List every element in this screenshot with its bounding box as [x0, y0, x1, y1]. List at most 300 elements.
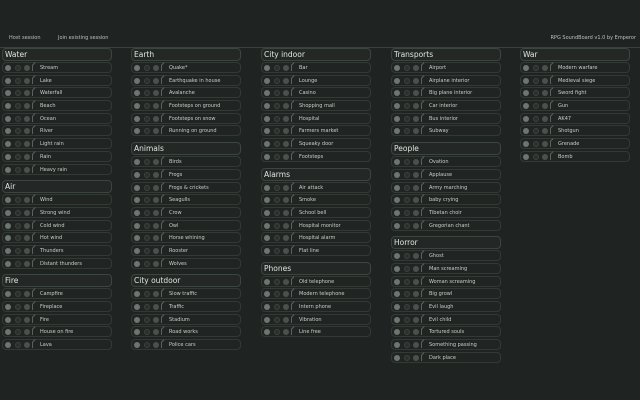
volume-slider[interactable]: [291, 317, 292, 323]
loop-icon[interactable]: [274, 78, 280, 84]
sound-medieval-siege[interactable]: [520, 75, 630, 86]
play-icon[interactable]: [264, 304, 270, 310]
play-icon[interactable]: [394, 355, 400, 361]
sound-subway[interactable]: [391, 125, 501, 136]
sound-grenade[interactable]: [520, 138, 630, 149]
play-icon[interactable]: [134, 317, 140, 323]
volume-icon[interactable]: [542, 78, 548, 84]
volume-slider[interactable]: [421, 116, 422, 122]
sound-bar[interactable]: [261, 62, 371, 73]
sound-modern-telephone[interactable]: [261, 288, 371, 299]
volume-icon[interactable]: [153, 329, 159, 335]
sound-flat-line[interactable]: [261, 245, 371, 256]
volume-icon[interactable]: [153, 90, 159, 96]
volume-slider[interactable]: [32, 90, 33, 96]
volume-slider[interactable]: [421, 197, 422, 203]
loop-icon[interactable]: [144, 304, 150, 310]
loop-icon[interactable]: [404, 355, 410, 361]
volume-icon[interactable]: [283, 128, 289, 134]
loop-icon[interactable]: [15, 197, 21, 203]
volume-icon[interactable]: [283, 223, 289, 229]
loop-icon[interactable]: [274, 210, 280, 216]
play-icon[interactable]: [5, 261, 11, 267]
play-icon[interactable]: [5, 103, 11, 109]
volume-icon[interactable]: [542, 141, 548, 147]
play-icon[interactable]: [264, 329, 270, 335]
volume-slider[interactable]: [291, 329, 292, 335]
loop-icon[interactable]: [15, 116, 21, 122]
sound-owl[interactable]: [131, 220, 241, 231]
loop-icon[interactable]: [144, 90, 150, 96]
sound-cold-wind[interactable]: [2, 220, 112, 231]
volume-icon[interactable]: [24, 248, 30, 254]
loop-icon[interactable]: [404, 116, 410, 122]
volume-slider[interactable]: [161, 248, 162, 254]
sound-vibration[interactable]: [261, 314, 371, 325]
play-icon[interactable]: [134, 329, 140, 335]
volume-icon[interactable]: [413, 210, 419, 216]
host-session-button[interactable]: Host session: [9, 35, 41, 41]
play-icon[interactable]: [134, 197, 140, 203]
volume-slider[interactable]: [421, 317, 422, 323]
play-icon[interactable]: [5, 304, 11, 310]
sound-hospital[interactable]: [261, 113, 371, 124]
loop-icon[interactable]: [144, 317, 150, 323]
play-icon[interactable]: [134, 223, 140, 229]
volume-icon[interactable]: [413, 266, 419, 272]
volume-slider[interactable]: [32, 141, 33, 147]
volume-icon[interactable]: [413, 304, 419, 310]
sound-footsteps-on-ground[interactable]: [131, 100, 241, 111]
volume-slider[interactable]: [421, 65, 422, 71]
loop-icon[interactable]: [533, 154, 539, 160]
sound-waterfall[interactable]: [2, 87, 112, 98]
loop-icon[interactable]: [15, 248, 21, 254]
play-icon[interactable]: [523, 90, 529, 96]
sound-thunders[interactable]: [2, 245, 112, 256]
volume-slider[interactable]: [32, 154, 33, 160]
loop-icon[interactable]: [15, 304, 21, 310]
loop-icon[interactable]: [404, 279, 410, 285]
loop-icon[interactable]: [404, 128, 410, 134]
volume-icon[interactable]: [24, 128, 30, 134]
volume-icon[interactable]: [24, 235, 30, 241]
volume-icon[interactable]: [542, 103, 548, 109]
play-icon[interactable]: [5, 154, 11, 160]
sound-rain[interactable]: [2, 151, 112, 162]
play-icon[interactable]: [264, 185, 270, 191]
volume-slider[interactable]: [421, 329, 422, 335]
volume-slider[interactable]: [161, 78, 162, 84]
play-icon[interactable]: [264, 78, 270, 84]
sound-baby-crying[interactable]: [391, 194, 501, 205]
play-icon[interactable]: [5, 342, 11, 348]
volume-icon[interactable]: [283, 291, 289, 297]
play-icon[interactable]: [394, 210, 400, 216]
play-icon[interactable]: [134, 291, 140, 297]
play-icon[interactable]: [5, 197, 11, 203]
volume-slider[interactable]: [161, 116, 162, 122]
loop-icon[interactable]: [404, 223, 410, 229]
volume-slider[interactable]: [291, 116, 292, 122]
volume-icon[interactable]: [153, 116, 159, 122]
loop-icon[interactable]: [15, 223, 21, 229]
volume-slider[interactable]: [421, 210, 422, 216]
play-icon[interactable]: [264, 128, 270, 134]
volume-slider[interactable]: [550, 154, 551, 160]
loop-icon[interactable]: [144, 197, 150, 203]
volume-icon[interactable]: [542, 90, 548, 96]
sound-frogs-crickets[interactable]: [131, 182, 241, 193]
volume-icon[interactable]: [283, 185, 289, 191]
volume-icon[interactable]: [283, 141, 289, 147]
play-icon[interactable]: [394, 116, 400, 122]
loop-icon[interactable]: [15, 235, 21, 241]
volume-icon[interactable]: [542, 154, 548, 160]
loop-icon[interactable]: [144, 261, 150, 267]
volume-slider[interactable]: [550, 141, 551, 147]
loop-icon[interactable]: [404, 304, 410, 310]
volume-icon[interactable]: [153, 103, 159, 109]
volume-slider[interactable]: [421, 304, 422, 310]
sound-old-telephone[interactable]: [261, 276, 371, 287]
play-icon[interactable]: [523, 154, 529, 160]
volume-slider[interactable]: [291, 248, 292, 254]
play-icon[interactable]: [394, 291, 400, 297]
play-icon[interactable]: [523, 141, 529, 147]
loop-icon[interactable]: [533, 128, 539, 134]
volume-icon[interactable]: [413, 197, 419, 203]
sound-ovation[interactable]: [391, 156, 501, 167]
sound-heavy-rain[interactable]: [2, 164, 112, 175]
sound-lounge[interactable]: [261, 75, 371, 86]
play-icon[interactable]: [134, 103, 140, 109]
loop-icon[interactable]: [15, 261, 21, 267]
loop-icon[interactable]: [144, 223, 150, 229]
loop-icon[interactable]: [404, 197, 410, 203]
sound-shotgun[interactable]: [520, 125, 630, 136]
sound-evil-child[interactable]: [391, 314, 501, 325]
play-icon[interactable]: [5, 141, 11, 147]
loop-icon[interactable]: [144, 103, 150, 109]
volume-icon[interactable]: [153, 317, 159, 323]
play-icon[interactable]: [264, 317, 270, 323]
sound-fireplace[interactable]: [2, 301, 112, 312]
play-icon[interactable]: [5, 248, 11, 254]
sound-bus-interior[interactable]: [391, 113, 501, 124]
loop-icon[interactable]: [144, 159, 150, 165]
volume-icon[interactable]: [413, 342, 419, 348]
volume-slider[interactable]: [32, 167, 33, 173]
play-icon[interactable]: [394, 342, 400, 348]
sound-horse-whining[interactable]: [131, 232, 241, 243]
play-icon[interactable]: [264, 103, 270, 109]
volume-slider[interactable]: [291, 154, 292, 160]
join-session-button[interactable]: Join existing session: [58, 35, 109, 41]
play-icon[interactable]: [394, 197, 400, 203]
play-icon[interactable]: [134, 248, 140, 254]
play-icon[interactable]: [264, 210, 270, 216]
play-icon[interactable]: [134, 159, 140, 165]
play-icon[interactable]: [134, 65, 140, 71]
volume-slider[interactable]: [32, 116, 33, 122]
play-icon[interactable]: [134, 128, 140, 134]
loop-icon[interactable]: [274, 154, 280, 160]
sound-applause[interactable]: [391, 169, 501, 180]
volume-slider[interactable]: [291, 128, 292, 134]
volume-icon[interactable]: [24, 90, 30, 96]
volume-slider[interactable]: [161, 185, 162, 191]
volume-slider[interactable]: [32, 128, 33, 134]
loop-icon[interactable]: [15, 141, 21, 147]
play-icon[interactable]: [394, 128, 400, 134]
volume-icon[interactable]: [153, 210, 159, 216]
sound-campfire[interactable]: [2, 288, 112, 299]
loop-icon[interactable]: [404, 210, 410, 216]
volume-slider[interactable]: [32, 304, 33, 310]
sound-gun[interactable]: [520, 100, 630, 111]
sound-man-screaming[interactable]: [391, 263, 501, 274]
volume-icon[interactable]: [283, 210, 289, 216]
sound-modern-warfare[interactable]: [520, 62, 630, 73]
volume-icon[interactable]: [24, 103, 30, 109]
volume-slider[interactable]: [291, 103, 292, 109]
volume-slider[interactable]: [421, 172, 422, 178]
play-icon[interactable]: [5, 65, 11, 71]
sound-ghost[interactable]: [391, 250, 501, 261]
play-icon[interactable]: [5, 116, 11, 122]
sound-bomb[interactable]: [520, 151, 630, 162]
volume-slider[interactable]: [32, 248, 33, 254]
loop-icon[interactable]: [533, 141, 539, 147]
volume-slider[interactable]: [550, 128, 551, 134]
loop-icon[interactable]: [404, 103, 410, 109]
volume-slider[interactable]: [421, 159, 422, 165]
sound-evil-laugh[interactable]: [391, 301, 501, 312]
volume-slider[interactable]: [161, 197, 162, 203]
sound-car-interior[interactable]: [391, 100, 501, 111]
volume-icon[interactable]: [413, 223, 419, 229]
play-icon[interactable]: [5, 329, 11, 335]
sound-traffic[interactable]: [131, 301, 241, 312]
volume-icon[interactable]: [24, 342, 30, 348]
volume-icon[interactable]: [153, 248, 159, 254]
loop-icon[interactable]: [15, 154, 21, 160]
volume-icon[interactable]: [413, 116, 419, 122]
volume-slider[interactable]: [550, 103, 551, 109]
play-icon[interactable]: [5, 317, 11, 323]
sound-army-marching[interactable]: [391, 182, 501, 193]
sound-intern-phone[interactable]: [261, 301, 371, 312]
volume-slider[interactable]: [291, 185, 292, 191]
sound-house-on-fire[interactable]: [2, 326, 112, 337]
volume-slider[interactable]: [291, 90, 292, 96]
play-icon[interactable]: [523, 65, 529, 71]
volume-slider[interactable]: [421, 128, 422, 134]
volume-icon[interactable]: [413, 159, 419, 165]
volume-slider[interactable]: [32, 291, 33, 297]
loop-icon[interactable]: [404, 90, 410, 96]
loop-icon[interactable]: [15, 342, 21, 348]
volume-icon[interactable]: [283, 317, 289, 323]
volume-icon[interactable]: [153, 159, 159, 165]
play-icon[interactable]: [394, 65, 400, 71]
volume-slider[interactable]: [421, 185, 422, 191]
sound-airport[interactable]: [391, 62, 501, 73]
play-icon[interactable]: [394, 253, 400, 259]
volume-icon[interactable]: [413, 128, 419, 134]
sound-rooster[interactable]: [131, 245, 241, 256]
loop-icon[interactable]: [274, 141, 280, 147]
volume-slider[interactable]: [291, 210, 292, 216]
sound-frogs[interactable]: [131, 169, 241, 180]
volume-slider[interactable]: [421, 253, 422, 259]
sound-dark-place[interactable]: [391, 352, 501, 363]
volume-slider[interactable]: [32, 78, 33, 84]
sound-birds[interactable]: [131, 156, 241, 167]
sound-school-bell[interactable]: [261, 207, 371, 218]
play-icon[interactable]: [5, 128, 11, 134]
volume-slider[interactable]: [161, 342, 162, 348]
sound-shopping-mall[interactable]: [261, 100, 371, 111]
loop-icon[interactable]: [144, 248, 150, 254]
loop-icon[interactable]: [144, 172, 150, 178]
volume-slider[interactable]: [550, 116, 551, 122]
volume-icon[interactable]: [24, 210, 30, 216]
loop-icon[interactable]: [404, 172, 410, 178]
play-icon[interactable]: [134, 78, 140, 84]
sound-quake[interactable]: [131, 62, 241, 73]
loop-icon[interactable]: [144, 235, 150, 241]
loop-icon[interactable]: [274, 223, 280, 229]
loop-icon[interactable]: [15, 128, 21, 134]
loop-icon[interactable]: [404, 253, 410, 259]
loop-icon[interactable]: [274, 128, 280, 134]
play-icon[interactable]: [394, 317, 400, 323]
play-icon[interactable]: [264, 154, 270, 160]
volume-slider[interactable]: [421, 355, 422, 361]
sound-wolves[interactable]: [131, 258, 241, 269]
volume-slider[interactable]: [161, 90, 162, 96]
play-icon[interactable]: [394, 223, 400, 229]
loop-icon[interactable]: [144, 128, 150, 134]
sound-strong-wind[interactable]: [2, 207, 112, 218]
volume-icon[interactable]: [283, 235, 289, 241]
volume-slider[interactable]: [32, 329, 33, 335]
volume-icon[interactable]: [153, 78, 159, 84]
volume-icon[interactable]: [413, 103, 419, 109]
volume-slider[interactable]: [161, 223, 162, 229]
volume-icon[interactable]: [413, 355, 419, 361]
volume-icon[interactable]: [153, 197, 159, 203]
play-icon[interactable]: [394, 329, 400, 335]
volume-icon[interactable]: [24, 304, 30, 310]
sound-footsteps[interactable]: [261, 151, 371, 162]
volume-slider[interactable]: [291, 65, 292, 71]
volume-icon[interactable]: [283, 279, 289, 285]
play-icon[interactable]: [264, 90, 270, 96]
sound-squeaky-door[interactable]: [261, 138, 371, 149]
play-icon[interactable]: [264, 291, 270, 297]
volume-slider[interactable]: [421, 266, 422, 272]
loop-icon[interactable]: [404, 342, 410, 348]
volume-slider[interactable]: [291, 141, 292, 147]
volume-icon[interactable]: [153, 261, 159, 267]
sound-farmers-market[interactable]: [261, 125, 371, 136]
sound-big-growl[interactable]: [391, 288, 501, 299]
sound-river[interactable]: [2, 125, 112, 136]
volume-icon[interactable]: [24, 329, 30, 335]
volume-slider[interactable]: [161, 65, 162, 71]
play-icon[interactable]: [523, 116, 529, 122]
loop-icon[interactable]: [15, 329, 21, 335]
play-icon[interactable]: [5, 235, 11, 241]
loop-icon[interactable]: [274, 317, 280, 323]
play-icon[interactable]: [5, 210, 11, 216]
loop-icon[interactable]: [274, 197, 280, 203]
sound-casino[interactable]: [261, 87, 371, 98]
volume-slider[interactable]: [421, 223, 422, 229]
sound-line-free[interactable]: [261, 326, 371, 337]
sound-seagulls[interactable]: [131, 194, 241, 205]
sound-hospital-monitor[interactable]: [261, 220, 371, 231]
play-icon[interactable]: [5, 291, 11, 297]
sound-ocean[interactable]: [2, 113, 112, 124]
volume-slider[interactable]: [421, 103, 422, 109]
volume-icon[interactable]: [24, 223, 30, 229]
volume-icon[interactable]: [542, 128, 548, 134]
volume-slider[interactable]: [550, 78, 551, 84]
volume-icon[interactable]: [413, 90, 419, 96]
loop-icon[interactable]: [15, 210, 21, 216]
play-icon[interactable]: [394, 78, 400, 84]
volume-icon[interactable]: [413, 279, 419, 285]
sound-avalanche[interactable]: [131, 87, 241, 98]
sound-beach[interactable]: [2, 100, 112, 111]
sound-hospital-alarm[interactable]: [261, 232, 371, 243]
loop-icon[interactable]: [533, 116, 539, 122]
play-icon[interactable]: [5, 78, 11, 84]
play-icon[interactable]: [264, 223, 270, 229]
volume-icon[interactable]: [153, 128, 159, 134]
sound-tibetan-choir[interactable]: [391, 207, 501, 218]
loop-icon[interactable]: [274, 90, 280, 96]
play-icon[interactable]: [394, 90, 400, 96]
volume-icon[interactable]: [24, 154, 30, 160]
volume-icon[interactable]: [283, 65, 289, 71]
volume-slider[interactable]: [550, 90, 551, 96]
play-icon[interactable]: [134, 342, 140, 348]
volume-icon[interactable]: [283, 116, 289, 122]
volume-icon[interactable]: [413, 291, 419, 297]
volume-slider[interactable]: [32, 235, 33, 241]
play-icon[interactable]: [5, 223, 11, 229]
play-icon[interactable]: [5, 167, 11, 173]
loop-icon[interactable]: [15, 90, 21, 96]
sound-lake[interactable]: [2, 75, 112, 86]
loop-icon[interactable]: [274, 304, 280, 310]
play-icon[interactable]: [394, 185, 400, 191]
loop-icon[interactable]: [274, 103, 280, 109]
play-icon[interactable]: [134, 185, 140, 191]
loop-icon[interactable]: [274, 185, 280, 191]
sound-slow-traffic[interactable]: [131, 288, 241, 299]
loop-icon[interactable]: [533, 90, 539, 96]
loop-icon[interactable]: [274, 279, 280, 285]
volume-icon[interactable]: [24, 291, 30, 297]
play-icon[interactable]: [394, 172, 400, 178]
play-icon[interactable]: [5, 90, 11, 96]
